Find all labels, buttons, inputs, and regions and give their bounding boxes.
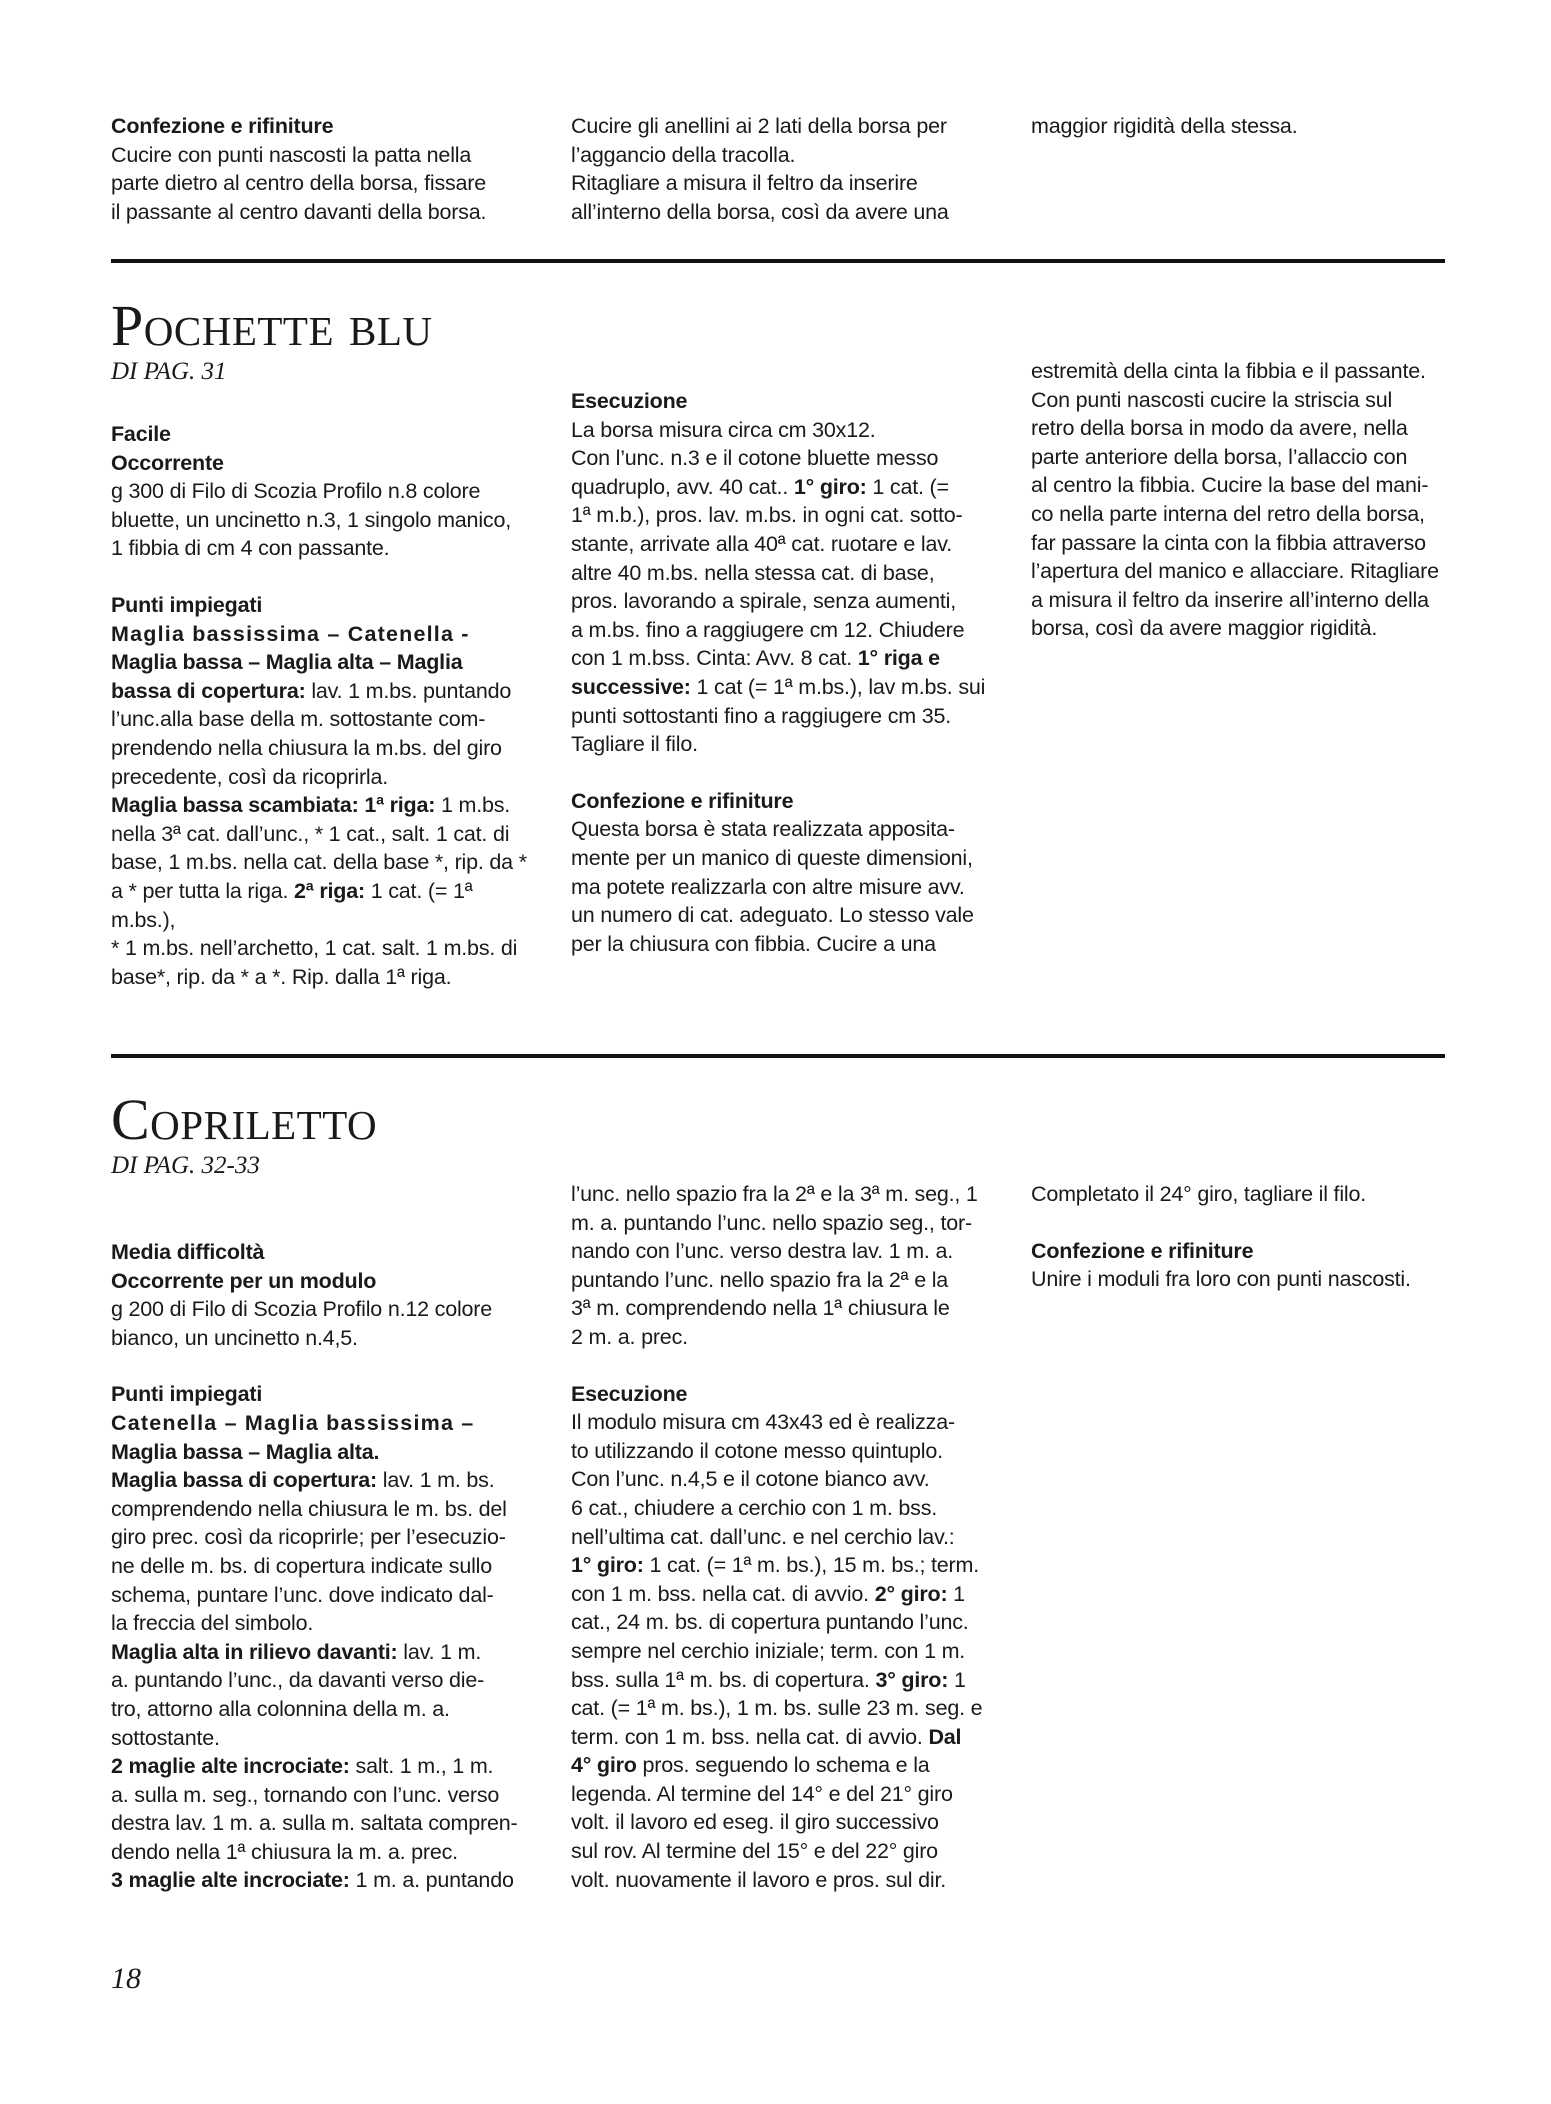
copriletto-subtitle: DI PAG. 32-33 [111,1152,260,1179]
pochette-col3-line: parte anteriore della borsa, l’allaccio con [1031,444,1408,469]
mbs-line: Maglia bassa scambiata: 1ª riga: 1 m.bs. [111,793,511,818]
inc2-label: 2 maglie alte incrociate: [111,1754,350,1779]
mbc-line: la freccia del simbolo. [111,1611,314,1636]
section-divider [111,1054,1445,1058]
cont-line: 2 m. a. prec. [571,1324,688,1349]
pochette-col3-line: al centro la fibbia. Cucire la base del mani- [1031,473,1429,498]
pochette-subtitle: DI PAG. 31 [111,358,227,385]
esecuzione-line: Tagliare il filo. [571,732,698,757]
esecuzione-line: cat., 24 m. bs. di copertura puntando l’unc. [571,1610,969,1635]
copriletto-col3-line: Unire i moduli fra loro con punti nascosti. [1031,1267,1411,1292]
esecuzione-line: to utilizzando il cotone messo quintuplo. [571,1438,943,1463]
esecuzione-line: stante, arrivate alla 40ª cat. ruotare e lav. [571,531,952,556]
pochette-col3-line: l’apertura del manico e allacciare. Ritagliare [1031,559,1439,584]
top-col1-line: il passante al centro davanti della borsa. [111,199,487,224]
inc2-line: dendo nella 1ª chiusura la m. a. prec. [111,1839,458,1864]
section-divider [111,259,1445,263]
marr-label: Maglia alta in rilievo davanti: [111,1639,398,1664]
esecuzione-line: Con l’unc. n.4,5 e il cotone bianco avv. [571,1467,930,1492]
confezione-heading: Confezione e rifiniture [1031,1238,1254,1263]
mbs-label: Maglia bassa scambiata: 1ª riga: [111,793,436,818]
inc3-line: 3 maglie alte incrociate: 1 m. a. puntando [111,1868,514,1893]
esecuzione-line: bss. sulla 1ª m. bs. di copertura. 3° giro: 1 [571,1667,966,1692]
cont-line: m. a. puntando l’unc. nello spazio seg., tor- [571,1210,972,1235]
confezione-line: per la chiusura con fibbia. Cucire a una [571,931,936,956]
esecuzione-line: punti sottostanti fino a raggiugere cm 35. [571,703,952,728]
top-col2-line: Ritagliare a misura il feltro da inserire [571,171,918,196]
copriletto-col2 [571,1180,991,1894]
top-col3-line: maggior rigidità della stessa. [1031,114,1298,138]
esecuzione-line: a m.bs. fino a raggiugere cm 12. Chiudere [571,617,965,642]
pochette-col3-line: co nella parte interna del retro della borsa, [1031,501,1425,526]
punti-heading: Punti impiegati [111,1382,263,1407]
esecuzione-line: legenda. Al termine del 14° e del 21° giro [571,1781,953,1806]
occorrente-line: bluette, un uncinetto n.3, 1 singolo manico, [111,507,511,532]
top-col2-line: l’aggancio della tracolla. [571,142,796,167]
esecuzione-line: volt. nuovamente il lavoro e pros. sul dir. [571,1867,947,1892]
copriletto-col3-line: Completato il 24° giro, tagliare il filo. [1031,1182,1367,1206]
punti-list: Maglia bassa – Maglia alta – Maglia [111,650,463,675]
esecuzione-line: volt. il lavoro ed eseg. il giro successivo [571,1810,939,1835]
inc2-line: 2 maglie alte incrociate: salt. 1 m., 1 m. [111,1754,494,1779]
punti-list: Maglia bassa – Maglia alta. [111,1439,380,1464]
occorrente-heading: Occorrente [111,450,224,475]
difficulty-label: Facile [111,422,171,446]
cont-line: puntando l’unc. nello spazio fra la 2ª e la [571,1267,949,1292]
marr-line: Maglia alta in rilievo davanti: lav. 1 m. [111,1639,482,1664]
esecuzione-line: La borsa misura circa cm 30x12. [571,417,876,442]
pochette-col3-line: a misura il feltro da inserire all’interno della [1031,587,1429,612]
marr-line: sottostante. [111,1725,220,1750]
esecuzione-line: successive: 1 cat (= 1ª m.bs.), lav m.bs. sui [571,674,986,699]
pochette-col3-line: far passare la cinta con la fibbia attraverso [1031,530,1426,555]
punti-heading: Punti impiegati [111,592,263,617]
top-col1-heading: Confezione e rifiniture [111,114,334,138]
mbc-line: precedente, così da ricoprirla. [111,764,389,789]
pochette-col3 [1031,357,1451,643]
top-col2-line: Cucire gli anellini ai 2 lati della borsa per [571,114,947,138]
pochette-col1 [111,420,531,991]
page-number: 18 [111,1962,141,1995]
esecuzione-line: altre 40 m.bs. nella stessa cat. di base, [571,560,935,585]
cont-line: nando con l’unc. verso destra lav. 1 m. a. [571,1239,953,1264]
esecuzione-line: nell’ultima cat. dall’unc. e nel cerchio lav.: [571,1524,955,1549]
mbc-line: l’unc.alla base della m. sottostante com- [111,707,486,732]
top-col2-line: all’interno della borsa, così da avere una [571,199,949,224]
esecuzione-line: Il modulo misura cm 43x43 ed è realizza- [571,1410,955,1435]
pochette-col2 [571,387,991,958]
top-col1 [111,112,531,226]
esecuzione-line: sul rov. Al termine del 15° e del 22° giro [571,1839,938,1864]
esecuzione-line: con 1 m. bss. nella cat. di avvio. 2° giro: 1 [571,1581,965,1606]
pochette-col3-line: estremità della cinta la fibbia e il passante. [1031,359,1426,383]
mbc-line: bassa di copertura: lav. 1 m.bs. puntando [111,678,512,703]
esecuzione-heading: Esecuzione [571,389,688,413]
mbs-line: * 1 m.bs. nell’archetto, 1 cat. salt. 1 m.bs. di [111,936,518,961]
top-col2 [571,112,991,226]
esecuzione-line: con 1 m.bss. Cinta: Avv. 8 cat. 1° riga e [571,646,940,671]
pochette-title: Pochette blu [111,293,433,358]
mbc-line: ne delle m. bs. di copertura indicate sullo [111,1553,493,1578]
mbc-line: Maglia bassa di copertura: lav. 1 m. bs. [111,1468,495,1493]
copriletto-col3 [1031,1180,1451,1294]
esecuzione-line: 1ª m.b.), pros. lav. m.bs. in ogni cat. sotto- [571,503,963,528]
occorrente-line: bianco, un uncinetto n.4,5. [111,1325,358,1350]
punti-list: Maglia bassissima – Catenella - [111,621,470,646]
mbc-label: Maglia bassa di copertura: [111,1468,378,1493]
mbs-line: nella 3ª cat. dall’unc., * 1 cat., salt. 1 cat. di [111,821,510,846]
occorrente-heading: Occorrente per un modulo [111,1268,377,1293]
punti-list: Catenella – Maglia bassissima – [111,1410,475,1435]
pochette-col3-line: retro della borsa in modo da avere, nella [1031,416,1408,441]
pochette-col3-line: Con punti nascosti cucire la striscia sul [1031,387,1393,412]
occorrente-line: 1 fibbia di cm 4 con passante. [111,536,390,561]
cont-line: l’unc. nello spazio fra la 2ª e la 3ª m. seg., 1 [571,1182,978,1206]
esecuzione-line: cat. (= 1ª m. bs.), 1 m. bs. sulle 23 m. seg. e [571,1696,983,1721]
inc3-label: 3 maglie alte incrociate: [111,1868,350,1893]
cont-line: 3ª m. comprendendo nella 1ª chiusura le [571,1296,950,1321]
inc2-line: destra lav. 1 m. a. sulla m. saltata compren- [111,1811,518,1836]
mbc-line: prendendo nella chiusura la m.bs. del giro [111,735,502,760]
esecuzione-line: 4° giro pros. seguendo lo schema e la [571,1753,930,1778]
marr-line: tro, attorno alla colonnina della m. a. [111,1696,450,1721]
mbs-line: base*, rip. da * a *. Rip. dalla 1ª riga. [111,964,452,989]
difficulty-label: Media difficoltà [111,1240,265,1264]
top-col1-line: parte dietro al centro della borsa, fissare [111,171,487,196]
esecuzione-line: pros. lavorando a spirale, senza aumenti, [571,589,956,614]
pochette-col3-line: borsa, così da avere maggior rigidità. [1031,616,1378,641]
mbc-line: comprendendo nella chiusura le m. bs. del [111,1496,507,1521]
mbc-line: schema, puntare l’unc. dove indicato dal- [111,1582,494,1607]
esecuzione-line: term. con 1 m. bss. nella cat. di avvio. Dal [571,1724,962,1749]
copriletto-col1 [111,1238,531,1895]
confezione-heading: Confezione e rifiniture [571,788,794,813]
confezione-line: mente per un manico di queste dimensioni, [571,845,973,870]
mbc-line: giro prec. così da ricoprirle; per l’esecuzio- [111,1525,506,1550]
inc2-line: a. sulla m. seg., tornando con l’unc. verso [111,1782,500,1807]
occorrente-line: g 200 di Filo di Scozia Profilo n.12 colore [111,1297,493,1322]
esecuzione-heading: Esecuzione [571,1381,688,1406]
copriletto-title: Copriletto [111,1087,378,1152]
occorrente-line: g 300 di Filo di Scozia Profilo n.8 colore [111,479,481,504]
esecuzione-line: Con l’unc. n.3 e il cotone bluette messo [571,446,939,471]
esecuzione-line: quadruplo, avv. 40 cat.. 1° giro: 1 cat. (= [571,474,949,499]
mbs-line: base, 1 m.bs. nella cat. della base *, rip. da * [111,850,527,875]
mbc-label: bassa di copertura: [111,678,306,703]
esecuzione-line: sempre nel cerchio iniziale; term. con 1 m. [571,1638,966,1663]
top-col3 [1031,112,1451,141]
top-col1-line: Cucire con punti nascosti la patta nella [111,142,472,167]
esecuzione-line: 6 cat., chiudere a cerchio con 1 m. bss. [571,1495,938,1520]
confezione-line: un numero di cat. adeguato. Lo stesso vale [571,903,974,928]
esecuzione-line: 1° giro: 1 cat. (= 1ª m. bs.), 15 m. bs.; term. [571,1553,980,1578]
confezione-line: ma potete realizzarla con altre misure avv. [571,874,965,899]
confezione-line: Questa borsa è stata realizzata apposita- [571,817,955,842]
marr-line: a. puntando l’unc., da davanti verso die- [111,1668,485,1693]
mbs-line: a * per tutta la riga. 2ª riga: 1 cat. (= 1ª m.bs.), [111,878,473,932]
